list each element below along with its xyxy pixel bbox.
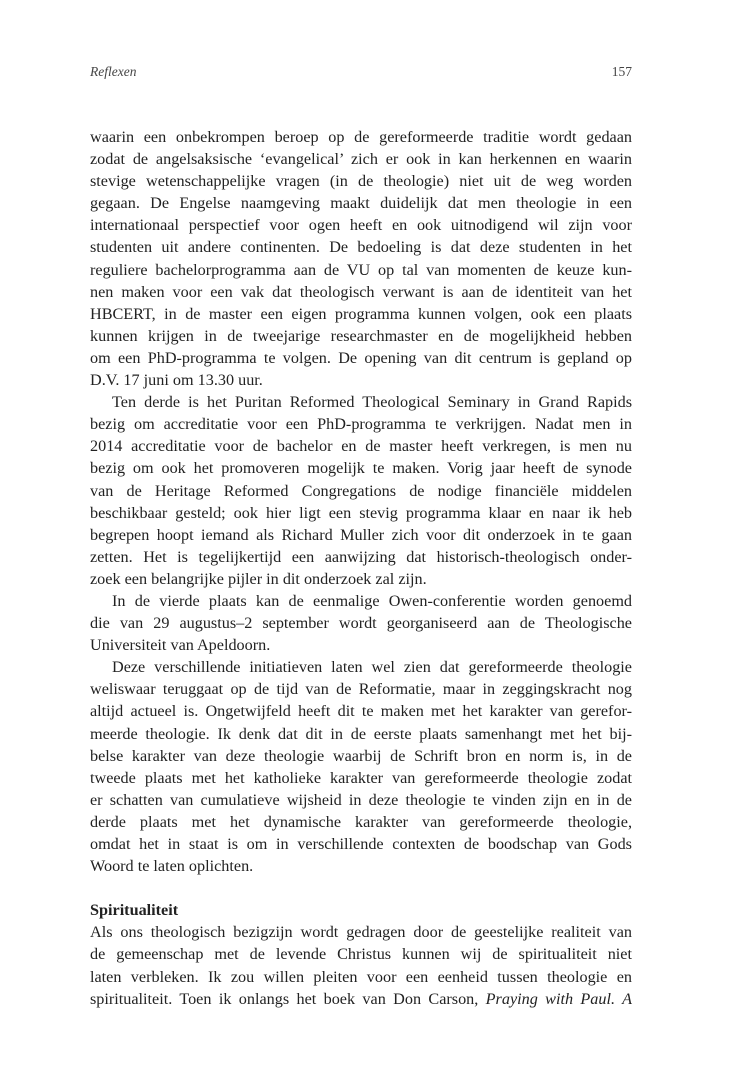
- paragraph: [90, 126, 632, 391]
- paragraph: [90, 391, 632, 590]
- text-line: van de Heritage Reformed Congregations de nodige financiële middelen: [90, 481, 632, 500]
- text-line: gegaan. De Engelse naamgeving maakt duidelijk dat men theologie in een: [90, 194, 632, 213]
- text-line: Woord te laten oplichten.: [90, 857, 254, 876]
- text-line: bezig om accreditatie voor een PhD-programma te verkrijgen. Nadat men in: [90, 415, 632, 434]
- section-gap: [90, 877, 632, 899]
- page-number: 157: [611, 64, 632, 79]
- running-header-title: Reflexen: [90, 64, 137, 79]
- running-header: [90, 64, 632, 84]
- book-title-italic: Praying with Paul. A: [485, 989, 632, 1008]
- text-line: zetten. Het is tegelijkertijd een aanwijzing dat historisch-theologisch onder-: [90, 547, 632, 566]
- text-line: derde plaats met het dynamische karakter van gereformeerde theologie,: [90, 812, 632, 831]
- section-last-line-text: spiritualiteit. Toen ik onlangs het boek van Don Carson,: [90, 989, 486, 1008]
- section-spiritualiteit: [90, 899, 632, 1009]
- paragraphs: [90, 126, 632, 877]
- text-line: Ten derde is het Puritan Reformed Theological Seminary in Grand Rapids: [112, 393, 632, 412]
- text-line: er schatten van cumulatieve wijsheid in deze theologie te vinden zijn en in de: [90, 790, 632, 809]
- paragraph: [90, 656, 632, 877]
- text-line: die van 29 augustus–2 september wordt georganiseerd aan de Theologische: [90, 614, 632, 633]
- text-line: laten verbleken. Ik zou willen pleiten voor een eenheid tussen theologie en: [90, 967, 632, 986]
- text-line: om een PhD-programma te volgen. De opening van dit centrum is gepland op: [90, 348, 632, 367]
- text-line: altijd actueel is. Ongetwijfeld heeft dit te maken met het karakter van gerefor-: [90, 702, 632, 721]
- text-line: Universiteit van Apeldoorn.: [90, 636, 271, 655]
- text-line: omdat het in staat is om in verschillende contexten de boodschap van Gods: [90, 835, 632, 853]
- text-line: meerde theologie. Ik denk dat dit in de eerste plaats samenhangt met het bij-: [90, 724, 632, 743]
- text-line: HBCERT, in de master een eigen programma kunnen volgen, ook een plaats: [90, 304, 632, 323]
- text-line: D.V. 17 juni om 13.30 uur.: [90, 371, 263, 390]
- text-line: bezig om ook het promoveren mogelijk te maken. Vorig jaar heeft de synode: [90, 459, 632, 478]
- text-line: zoek een belangrijke pijler in dit onderzoek zal zijn.: [90, 569, 427, 588]
- text-line: In de vierde plaats kan de eenmalige Owen-conferentie worden genoemd: [112, 591, 632, 610]
- text-line: reguliere bachelorprogramma aan de VU op tal van momenten de keuze kun-: [90, 260, 632, 279]
- text-line: studenten uit andere continenten. De bedoeling is dat deze studenten in het: [90, 238, 632, 257]
- text-line: weliswaar teruggaat op de tijd van de Reformatie, maar in zeggingskracht nog: [90, 680, 632, 699]
- text-line: begrepen hoopt iemand als Richard Muller zich voor dit onderzoek in te gaan: [90, 525, 632, 544]
- text-line: Deze verschillende initiatieven laten wel zien dat gereformeerde theologie: [112, 658, 632, 677]
- section-last-line: [90, 988, 632, 1010]
- text-line: kunnen krijgen in de tweejarige researchmaster en de mogelijkheid hebben: [90, 326, 632, 345]
- text-line: waarin een onbekrompen beroep op de gereformeerde traditie wordt gedaan: [90, 128, 632, 146]
- text-line: beschikbaar gesteld; ook hier ligt een stevig programma klaar en naar ik heb: [90, 503, 632, 522]
- text-line: stevige wetenschappelijke vragen (in de theologie) niet uit de weg worden: [90, 172, 632, 191]
- text-line: de gemeenschap met de levende Christus kunnen wij de spiritualiteit niet: [90, 945, 632, 964]
- paragraph: [90, 590, 632, 656]
- body-text: [90, 126, 632, 1010]
- text-line: zodat de angelsaksische ‘evangelical’ zich er ook in kan herkennen en waarin: [90, 150, 632, 169]
- text-line: 2014 accreditatie voor de bachelor en de master heeft verkregen, is men nu: [90, 437, 632, 456]
- section-heading: Spiritualiteit: [90, 901, 179, 920]
- section-paragraph: [90, 921, 632, 987]
- text-line: internationaal perspectief voor ogen heeft en ook uitnodigend wil zijn voor: [90, 216, 632, 235]
- text-line: tweede plaats met het katholieke karakter van gereformeerde theologie zodat: [90, 768, 632, 787]
- text-line: Als ons theologisch bezigzijn wordt gedragen door de geestelijke realiteit van: [90, 923, 632, 942]
- text-line: belse karakter van deze theologie waarbij de Schrift bron en norm is, in de: [90, 746, 632, 765]
- text-line: nen maken voor een vak dat theologisch verwant is aan de identiteit van het: [90, 282, 632, 301]
